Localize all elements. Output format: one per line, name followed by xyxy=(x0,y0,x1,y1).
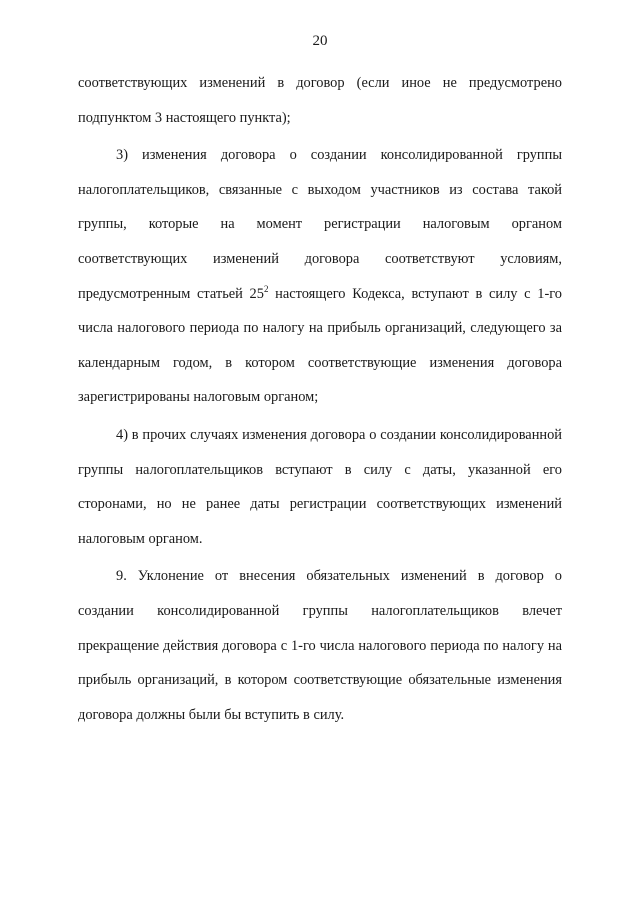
article-superscript: 2 xyxy=(263,283,269,294)
paragraph-item-3-text-before: 3) изменения договора о создании консолидированной группы налогоплательщиков, связанные с выходом участников из состава такой группы, которые на момент регистрации налоговым органом соответствующих изменений договора соответствуют условиям, предусмотренным статьей 25 xyxy=(78,147,562,302)
paragraph-item-4: 4) в прочих случаях изменения договора о создании консолидированной группы налогоплательщиков вступают в силу с даты, указанной его сторонами, но не ранее даты регистрации соответствующих изменений налоговым органом. xyxy=(78,426,562,547)
document-body xyxy=(78,66,562,732)
paragraph-clause-9: 9. Уклонение от внесения обязательных изменений в договор о создании консолидированной группы налогоплательщиков влечет прекращение действия договора с 1-го числа налогового периода по налогу на прибыль организаций, в котором соответствующие обязательные изменения договора должны были бы вступить в силу. xyxy=(78,568,562,723)
paragraph-item-3 xyxy=(78,138,562,415)
page-number: 20 xyxy=(312,33,328,49)
paragraph-item-3-text-after: настоящего Кодекса, вступают в силу с 1-го числа налогового периода по налогу на прибыль организаций, следующего за календарным годом, в котором соответствующие изменения договора зарегистрированы налоговым органом; xyxy=(78,285,562,406)
paragraph-continuation: соответствующих изменений в договор (если иное не предусмотрено подпунктом 3 настоящего пункта); xyxy=(78,75,562,126)
